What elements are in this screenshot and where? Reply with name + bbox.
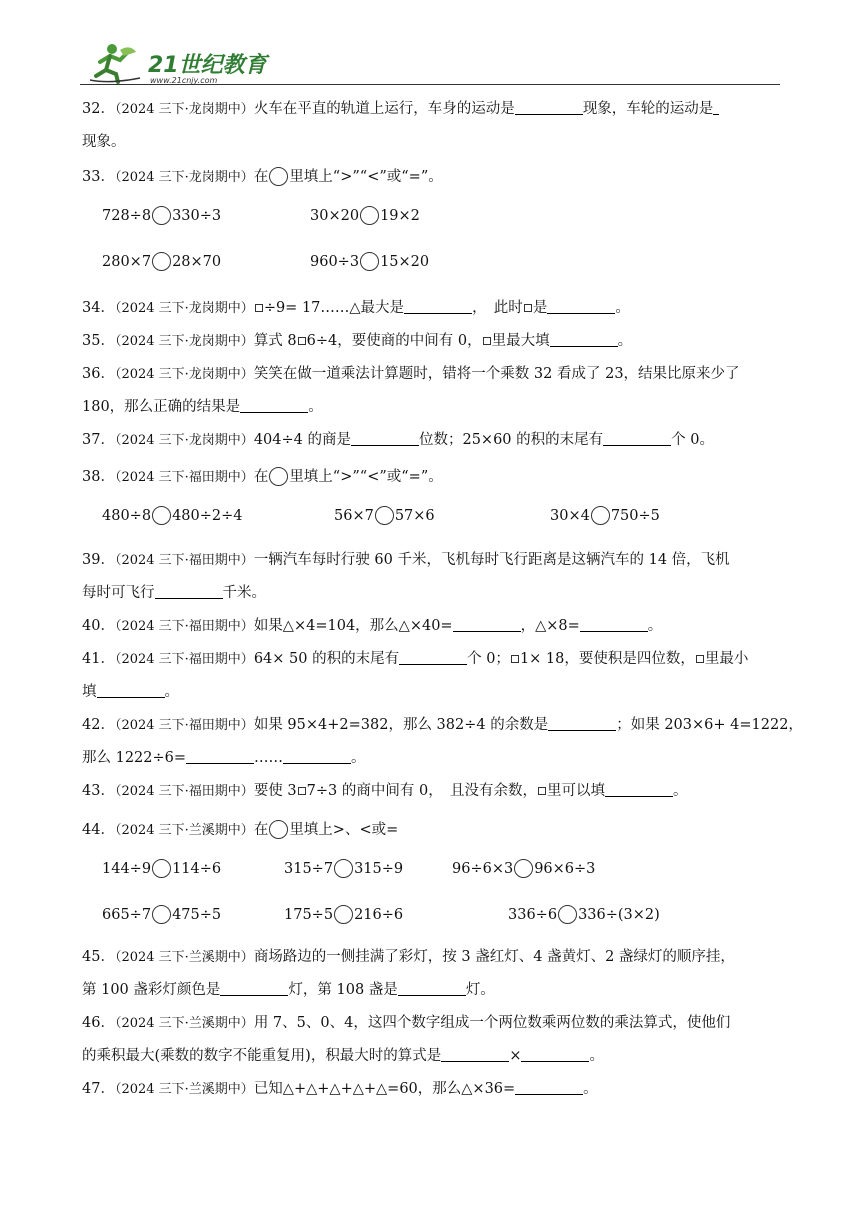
question-text: 算式 8 (253, 333, 297, 349)
answer-blank[interactable] (240, 398, 308, 413)
question-number: 40． (82, 618, 115, 634)
question-37 (82, 424, 782, 457)
question-text: 。 (164, 684, 179, 700)
question-text: 。 (615, 300, 630, 316)
question-source: （2024 三下·龙岗期中） (114, 170, 254, 185)
compare-item: 336÷6 336÷(3×2) (508, 907, 660, 923)
question-text: 里最大填 (491, 333, 550, 349)
question-source: （2024 三下·福田期中） (114, 718, 254, 733)
compare-circle (269, 167, 288, 186)
question-number: 32． (82, 101, 115, 117)
question-text: 个 0； (467, 651, 510, 667)
compare-item: 30×4 750÷5 (550, 508, 660, 524)
question-text: 商场路边的一侧挂满了彩灯，按 3 盏红灯、4 盏黄灯、2 盏绿灯的顺序挂， (253, 949, 735, 965)
answer-blank[interactable] (550, 332, 618, 347)
compare-item: 665÷7 475÷5 (102, 907, 222, 923)
compare-item: 280×7 28×70 (102, 254, 222, 270)
compare-row (82, 194, 782, 240)
answer-circle[interactable] (152, 252, 171, 271)
question-text: 180，那么正确的结果是 (82, 399, 241, 415)
answer-blank[interactable] (404, 299, 472, 314)
answer-circle[interactable] (375, 506, 394, 525)
compare-item: 175÷5 216÷6 (284, 907, 404, 923)
answer-blank[interactable] (186, 749, 254, 764)
question-39 (82, 544, 782, 577)
answer-blank[interactable] (548, 716, 616, 731)
question-text: 现象。 (82, 134, 126, 150)
question-source: （2024 三下·龙岗期中） (114, 102, 254, 117)
header-rule (80, 84, 780, 85)
question-text: 里填上“>”“<”或“=”。 (289, 469, 443, 485)
compare-item: 480÷8 480÷2÷4 (102, 508, 243, 524)
answer-blank[interactable] (220, 981, 288, 996)
question-45 (82, 941, 782, 974)
question-text: ， 此时 (472, 300, 523, 316)
question-text: 。 (589, 1048, 604, 1064)
compare-item: 56×7 57×6 (334, 508, 435, 524)
answer-circle[interactable] (152, 905, 171, 924)
question-text: 里填上>、<或= (289, 822, 399, 838)
answer-blank[interactable] (97, 683, 165, 698)
question-text: 的乘积最大(乘数的数字不能重复用)，积最大时的算式是 (82, 1048, 442, 1064)
question-number: 45． (82, 949, 115, 965)
answer-blank[interactable] (603, 431, 671, 446)
question-text: 现象，车轮的运动是 (582, 101, 714, 117)
compare-item: 960÷3 15×20 (310, 254, 430, 270)
question-text: ÷9= 17……△最大是 (263, 300, 405, 316)
answer-circle[interactable] (152, 859, 171, 878)
question-34 (82, 292, 782, 325)
question-text: 。 (351, 750, 366, 766)
question-text: 用 7、5、0、4，这四个数字组成一个两位数乘两位数的乘法算式，使他们 (253, 1015, 731, 1031)
question-number: 39． (82, 552, 115, 568)
runner-icon (90, 44, 140, 82)
question-text: 7÷3 的商中间有 0， 且没有余数， (306, 783, 537, 799)
question-text: 填 (82, 684, 97, 700)
question-text: 如果△×4=104，那么△×40= (253, 618, 453, 634)
question-41 (82, 643, 782, 676)
compare-item: 144÷9 114÷6 (102, 861, 222, 877)
answer-blank[interactable] (351, 431, 419, 446)
question-text: 个 0。 (671, 432, 714, 448)
answer-blank[interactable] (515, 100, 583, 115)
question-number: 35． (82, 333, 115, 349)
page-header (80, 38, 780, 88)
question-source: （2024 三下·龙岗期中） (114, 367, 254, 382)
question-45-cont (82, 974, 782, 1007)
question-number: 34． (82, 300, 115, 316)
answer-blank[interactable] (155, 584, 223, 599)
question-42 (82, 709, 803, 742)
question-source: （2024 三下·福田期中） (114, 652, 254, 667)
logo-text: 21世纪教育 (148, 53, 267, 78)
question-text: 要使 3 (253, 783, 297, 799)
answer-circle[interactable] (152, 206, 171, 225)
question-32-cont (82, 126, 782, 159)
question-text: 位数；25×60 的积的末尾有 (418, 432, 604, 448)
question-number: 46． (82, 1015, 115, 1031)
question-source: （2024 三下·龙岗期中） (114, 301, 254, 316)
logo-url: www.21cnjy.com (150, 76, 218, 85)
answer-circle[interactable] (360, 252, 379, 271)
question-text: × (509, 1048, 522, 1064)
box-symbol (511, 655, 519, 663)
compare-circle (269, 467, 288, 486)
compare-circle (269, 820, 288, 839)
question-39-cont (82, 577, 782, 610)
question-source: （2024 三下·福田期中） (114, 470, 254, 485)
question-source: （2024 三下·福田期中） (114, 784, 254, 799)
answer-circle[interactable] (591, 506, 610, 525)
question-text: 。 (647, 618, 663, 634)
question-source: （2024 三下·福田期中） (114, 553, 254, 568)
question-text: 。 (617, 333, 633, 349)
answer-blank[interactable] (521, 1047, 589, 1062)
compare-item: 96÷6×3 96×6÷3 (452, 861, 596, 877)
question-text: 64× 50 的积的末尾有 (253, 651, 400, 667)
question-42-cont (82, 742, 782, 775)
answer-blank[interactable] (453, 617, 521, 632)
question-text: ，△×8= (520, 618, 580, 634)
question-number: 43． (82, 783, 115, 799)
question-text: 灯。 (465, 982, 495, 998)
question-text: 6÷4，要使商的中间有 0， (306, 333, 482, 349)
question-text: 里可以填 (546, 783, 605, 799)
question-47 (82, 1073, 782, 1106)
box-symbol (696, 655, 704, 663)
question-number: 33． (82, 169, 115, 185)
question-source: （2024 三下·龙岗期中） (114, 334, 254, 349)
question-text: 1× 18，要使积是四位数， (519, 651, 695, 667)
question-text: 在 (253, 469, 269, 485)
question-46-cont (82, 1040, 782, 1073)
question-text: 。 (308, 399, 323, 415)
question-41-cont (82, 676, 782, 709)
question-text: 千米。 (222, 585, 266, 601)
question-text: 在 (253, 822, 269, 838)
question-text: 在 (253, 169, 269, 185)
question-source: （2024 三下·兰溪期中） (114, 823, 254, 838)
question-source: （2024 三下·兰溪期中） (114, 1082, 254, 1097)
answer-circle[interactable] (334, 859, 353, 878)
compare-item: 30×20 19×2 (310, 208, 420, 224)
question-38 (82, 461, 782, 494)
question-32 (82, 93, 782, 126)
answer-blank[interactable] (399, 650, 467, 665)
compare-row (82, 494, 782, 540)
question-source: （2024 三下·龙岗期中） (114, 433, 254, 448)
question-text: 。 (672, 783, 688, 799)
compare-item: 728÷8 330÷3 (102, 208, 222, 224)
question-text: ；如果 203×6+ 4=1222， (616, 717, 803, 733)
compare-row (82, 847, 782, 893)
question-number: 47． (82, 1081, 115, 1097)
question-text: 里填上“>”“<”或“=”。 (289, 169, 443, 185)
question-number: 42． (82, 717, 115, 733)
answer-blank[interactable] (398, 981, 466, 996)
answer-circle[interactable] (334, 905, 353, 924)
question-46 (82, 1007, 782, 1040)
question-text: 笑笑在做一道乘法计算题时，错将一个乘数 32 看成了 23，结果比原来少了 (253, 366, 740, 382)
box-symbol (524, 304, 532, 312)
answer-blank[interactable] (580, 617, 648, 632)
question-text: 第 100 盏彩灯颜色是 (82, 982, 221, 998)
question-text: 那么 1222÷6= (82, 750, 187, 766)
question-text: 如果 95×4+2=382，那么 382÷4 的余数是 (253, 717, 549, 733)
question-36-cont (82, 391, 782, 424)
answer-circle[interactable] (514, 859, 533, 878)
question-text: 404÷4 的商是 (253, 432, 351, 448)
question-text: 里最小 (704, 651, 749, 667)
compare-item: 315÷7 315÷9 (284, 861, 404, 877)
question-44 (82, 814, 782, 847)
answer-blank[interactable] (441, 1047, 509, 1062)
logo-21cnjy (90, 40, 270, 86)
box-symbol (298, 787, 306, 795)
question-number: 38． (82, 469, 115, 485)
question-source: （2024 三下·福田期中） (114, 619, 254, 634)
question-43 (82, 775, 782, 808)
question-text: 一辆汽车每时行驶 60 千米，飞机每时飞行距离是这辆汽车的 14 倍，飞机 (253, 552, 730, 568)
answer-blank[interactable] (283, 749, 351, 764)
question-35 (82, 325, 782, 358)
question-text: 每时可飞行 (82, 585, 155, 601)
answer-blank[interactable] (515, 1080, 583, 1095)
compare-row (82, 893, 782, 939)
answer-blank[interactable] (713, 100, 719, 115)
box-symbol (483, 337, 491, 345)
question-number: 41． (82, 651, 115, 667)
answer-circle[interactable] (360, 206, 379, 225)
question-text: …… (254, 750, 284, 766)
answer-blank[interactable] (547, 299, 615, 314)
question-text: 火车在平直的轨道上运行，车身的运动是 (253, 101, 515, 117)
compare-row (82, 240, 782, 286)
question-list (82, 93, 803, 1106)
box-symbol (255, 304, 263, 312)
question-text: 灯，第 108 盏是 (288, 982, 398, 998)
question-text: 是 (532, 300, 548, 316)
answer-circle[interactable] (152, 506, 171, 525)
question-source: （2024 三下·兰溪期中） (114, 1016, 254, 1031)
question-33 (82, 161, 782, 194)
question-number: 37． (82, 432, 115, 448)
box-symbol (298, 337, 306, 345)
question-36 (82, 358, 782, 391)
answer-blank[interactable] (605, 782, 673, 797)
question-text: 已知△+△+△+△+△=60，那么△×36= (253, 1081, 516, 1097)
question-number: 36． (82, 366, 115, 382)
question-source: （2024 三下·兰溪期中） (114, 950, 254, 965)
question-40 (82, 610, 782, 643)
question-number: 44． (82, 822, 115, 838)
question-text: 。 (583, 1081, 598, 1097)
box-symbol (538, 787, 546, 795)
answer-circle[interactable] (558, 905, 577, 924)
